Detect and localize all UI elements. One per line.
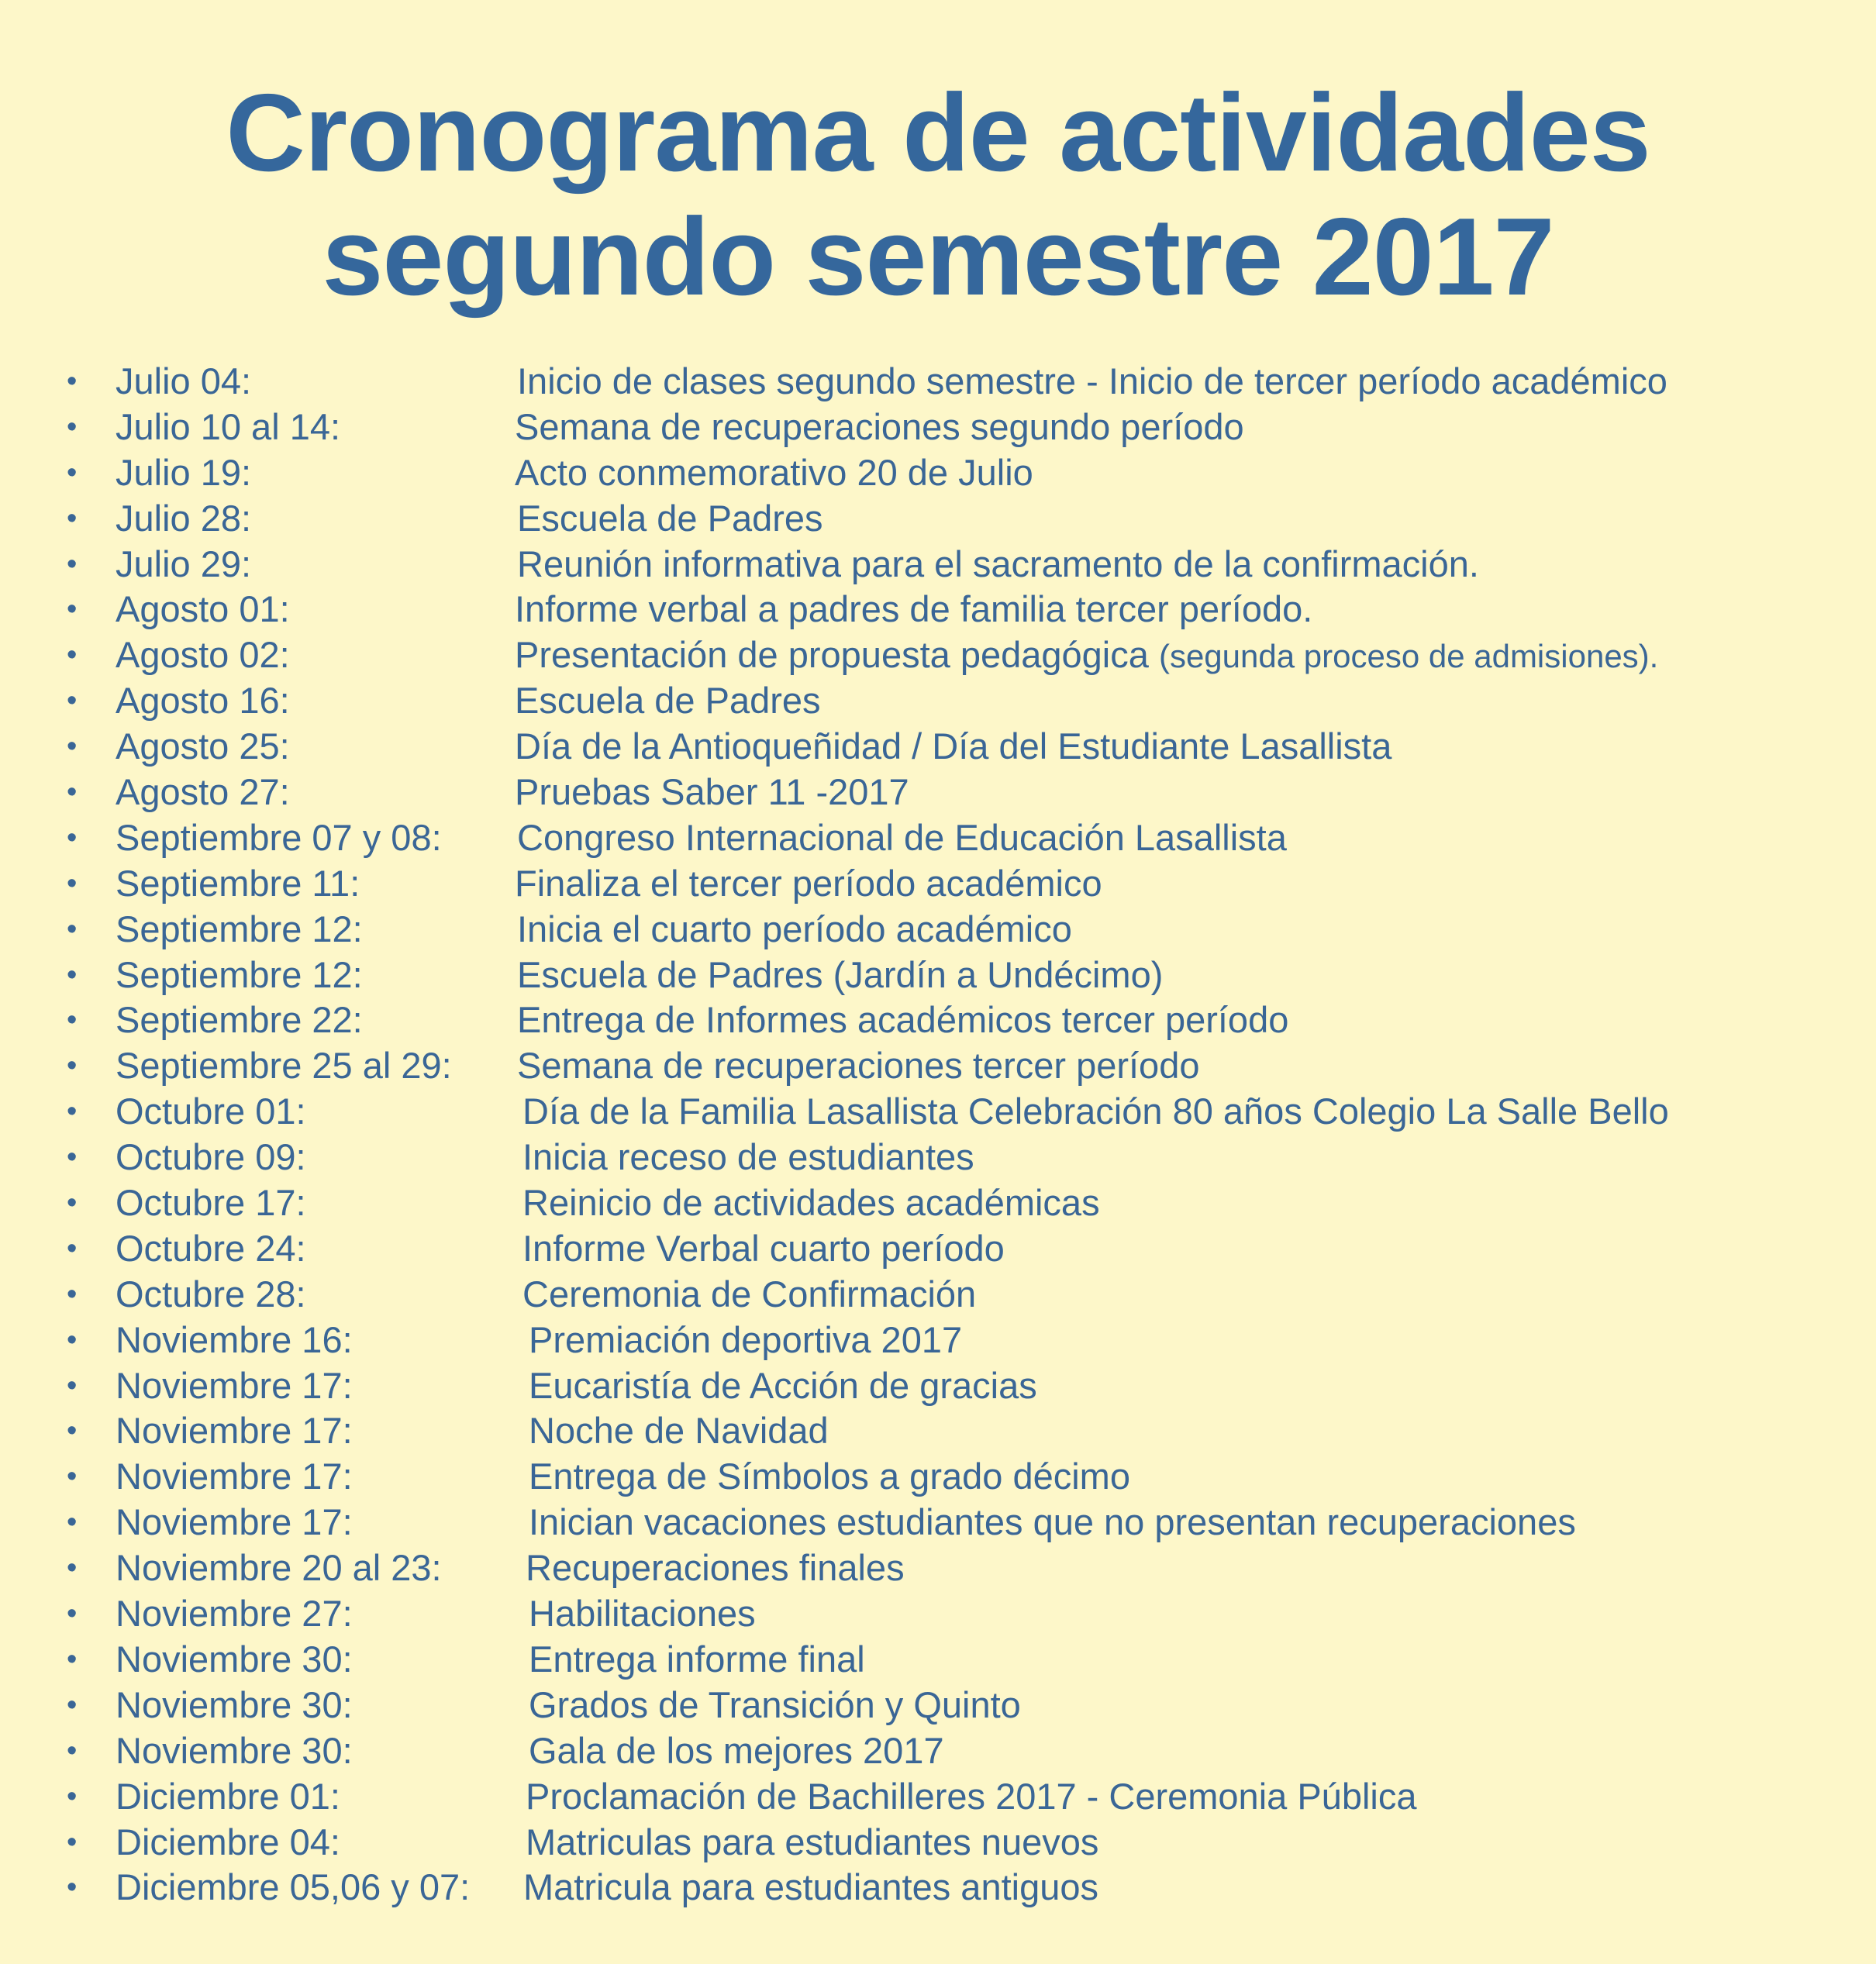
- schedule-activity-text: Presentación de propuesta pedagógica: [515, 634, 1149, 676]
- bullet-icon: •: [67, 1323, 78, 1356]
- schedule-activity: [522, 1135, 974, 1180]
- schedule-activity: [529, 1318, 962, 1363]
- schedule-date: Septiembre 12:: [116, 908, 363, 949]
- schedule-activity: [515, 724, 1391, 770]
- schedule-activity: [517, 542, 1479, 587]
- bullet-icon: •: [67, 776, 78, 809]
- schedule-item: [0, 724, 1876, 770]
- bullet-icon: •: [67, 1095, 78, 1128]
- schedule-activity: [517, 359, 1667, 405]
- schedule-activity-text: Día de la Familia Lasallista Celebración 80 años Colegio La Salle Bello: [522, 1091, 1669, 1132]
- bullet-icon: •: [67, 958, 78, 991]
- schedule-activity: [515, 861, 1102, 907]
- schedule-item: [0, 1318, 1876, 1363]
- schedule-item: [0, 1545, 1876, 1591]
- schedule-activity-text: Premiación deportiva 2017: [529, 1318, 963, 1360]
- schedule-activity: [517, 1043, 1199, 1089]
- schedule-item: [0, 815, 1876, 861]
- schedule-activity-text: Gala de los mejores 2017: [529, 1729, 944, 1771]
- schedule-activity-text: Ceremonia de Confirmación: [522, 1273, 977, 1315]
- schedule-activity-text: Escuela de Padres: [515, 680, 821, 722]
- schedule-date: Noviembre 16:: [116, 1318, 353, 1360]
- schedule-activity: [517, 953, 1163, 998]
- schedule-item: [0, 1820, 1876, 1866]
- page-title: [0, 71, 1876, 319]
- schedule-activity: [515, 405, 1244, 450]
- schedule-date: Julio 04:: [116, 360, 252, 401]
- schedule-activity: [526, 1774, 1416, 1820]
- schedule-date: Noviembre 30:: [116, 1638, 353, 1680]
- schedule-activity: [515, 632, 1658, 680]
- schedule-item: [0, 1408, 1876, 1454]
- bullet-icon: •: [67, 547, 78, 581]
- schedule-activity-text: Recuperaciones finales: [526, 1547, 905, 1589]
- schedule-item: [0, 907, 1876, 953]
- schedule-activity-note: (segunda proceso de admisiones).: [1158, 638, 1659, 675]
- bullet-icon: •: [67, 593, 78, 626]
- schedule-item: [0, 496, 1876, 542]
- bullet-icon: •: [67, 1232, 78, 1265]
- schedule-date: Octubre 17:: [116, 1182, 306, 1224]
- schedule-item: [0, 632, 1876, 678]
- bullet-icon: •: [67, 1141, 78, 1174]
- schedule-item: [0, 861, 1876, 907]
- schedule-date: Noviembre 30:: [116, 1683, 353, 1725]
- schedule-date: Septiembre 07 y 08:: [116, 816, 442, 858]
- schedule-activity-text: Escuela de Padres: [517, 497, 823, 539]
- schedule-activity-text: Congreso Internacional de Educación Lasallista: [517, 816, 1287, 858]
- schedule-date: Diciembre 01:: [116, 1775, 340, 1817]
- schedule-activity: [515, 770, 909, 815]
- schedule-date: Diciembre 04:: [116, 1821, 340, 1862]
- bullet-icon: •: [67, 912, 78, 946]
- schedule-date: Agosto 16:: [116, 680, 290, 722]
- bullet-icon: •: [67, 1734, 78, 1767]
- bullet-icon: •: [67, 1871, 78, 1904]
- schedule-activity: [529, 1591, 756, 1637]
- schedule-activity-text: Matriculas para estudiantes nuevos: [526, 1821, 1099, 1862]
- schedule-item: [0, 1272, 1876, 1318]
- schedule-activity: [529, 1683, 1021, 1728]
- bullet-icon: •: [67, 821, 78, 854]
- schedule-item: [0, 405, 1876, 450]
- bullet-icon: •: [67, 501, 78, 535]
- bullet-icon: •: [67, 730, 78, 763]
- schedule-activity: [526, 1545, 905, 1591]
- schedule-date: Agosto 01:: [116, 588, 290, 630]
- schedule-activity-text: Reinicio de actividades académicas: [522, 1182, 1100, 1224]
- title-line-2: segundo semestre 2017: [322, 195, 1554, 319]
- schedule-date: Septiembre 12:: [116, 953, 363, 995]
- schedule-date: Agosto 02:: [116, 634, 290, 676]
- schedule-item: [0, 770, 1876, 815]
- bullet-icon: •: [67, 1506, 78, 1539]
- schedule-activity: [517, 496, 823, 542]
- schedule-activity-text: Día de la Antioqueñidad / Día del Estudiante Lasallista: [515, 725, 1392, 767]
- schedule-date: Noviembre 17:: [116, 1456, 353, 1497]
- schedule-date: Diciembre 05,06 y 07:: [116, 1866, 471, 1908]
- schedule-activity-text: Semana de recuperaciones tercer período: [517, 1045, 1200, 1087]
- schedule-activity-text: Grados de Transición y Quinto: [529, 1683, 1021, 1725]
- schedule-date: Noviembre 27:: [116, 1593, 353, 1635]
- bullet-icon: •: [67, 1277, 78, 1311]
- schedule-activity-text: Entrega de Informes académicos tercer período: [517, 999, 1289, 1041]
- bullet-icon: •: [67, 456, 78, 489]
- schedule-activity-text: Inicia el cuarto período académico: [517, 908, 1072, 949]
- schedule-date: Noviembre 17:: [116, 1364, 353, 1406]
- bullet-icon: •: [67, 1552, 78, 1585]
- bullet-icon: •: [67, 1642, 78, 1676]
- schedule-activity-text: Entrega de Símbolos a grado décimo: [529, 1456, 1130, 1497]
- bullet-icon: •: [67, 684, 78, 718]
- schedule-item: [0, 1865, 1876, 1911]
- schedule-item: [0, 1774, 1876, 1820]
- bullet-icon: •: [67, 410, 78, 443]
- schedule-date: Septiembre 22:: [116, 999, 363, 1041]
- schedule-activity: [522, 1089, 1669, 1135]
- schedule-item: [0, 359, 1876, 405]
- schedule-activity-text: Inicio de clases segundo semestre - Inicio de tercer período académico: [517, 360, 1667, 401]
- schedule-activity: [529, 1408, 829, 1454]
- schedule-date: Agosto 27:: [116, 771, 290, 813]
- schedule-item: [0, 1591, 1876, 1637]
- bullet-icon: •: [67, 1825, 78, 1859]
- schedule-item: [0, 678, 1876, 724]
- schedule-activity: [522, 1180, 1100, 1226]
- schedule-item: [0, 1180, 1876, 1226]
- schedule-date: Noviembre 30:: [116, 1729, 353, 1771]
- bullet-icon: •: [67, 1597, 78, 1631]
- schedule-date: Julio 10 al 14:: [116, 405, 341, 447]
- bullet-icon: •: [67, 1369, 78, 1402]
- schedule-item: [0, 1135, 1876, 1180]
- schedule-activity: [515, 587, 1312, 632]
- schedule-activity: [529, 1728, 944, 1774]
- bullet-icon: •: [67, 1414, 78, 1448]
- schedule-item: [0, 1043, 1876, 1089]
- schedule-activity-text: Matricula para estudiantes antiguos: [523, 1866, 1098, 1908]
- bullet-icon: •: [67, 867, 78, 900]
- schedule-item: [0, 1728, 1876, 1774]
- schedule-activity-text: Noche de Navidad: [529, 1410, 829, 1452]
- bullet-icon: •: [67, 1187, 78, 1220]
- schedule-date: Septiembre 25 al 29:: [116, 1045, 452, 1087]
- schedule-activity-text: Finaliza el tercer período académico: [515, 862, 1102, 904]
- schedule-activity-text: Informe Verbal cuarto período: [522, 1227, 1005, 1269]
- schedule-activity-text: Reunión informativa para el sacramento de la confirmación.: [517, 543, 1479, 584]
- schedule-date: Noviembre 17:: [116, 1501, 353, 1543]
- bullet-icon: •: [67, 1049, 78, 1083]
- schedule-date: Agosto 25:: [116, 725, 290, 767]
- schedule-activity: [515, 678, 821, 724]
- bullet-icon: •: [67, 1460, 78, 1494]
- schedule-activity-text: Entrega informe final: [529, 1638, 865, 1680]
- schedule-date: Julio 19:: [116, 451, 252, 493]
- schedule-date: Julio 29:: [116, 543, 252, 584]
- schedule-item: [0, 587, 1876, 632]
- schedule-item: [0, 450, 1876, 496]
- schedule-item: [0, 998, 1876, 1043]
- schedule-item: [0, 1363, 1876, 1409]
- schedule-item: [0, 953, 1876, 998]
- schedule-item: [0, 1500, 1876, 1545]
- schedule-activity: [515, 450, 1033, 496]
- schedule-date: Julio 28:: [116, 497, 252, 539]
- bullet-icon: •: [67, 1688, 78, 1721]
- schedule-activity: [522, 1272, 976, 1318]
- schedule-activity: [529, 1637, 865, 1683]
- schedule-activity-text: Habilitaciones: [529, 1593, 756, 1635]
- bullet-icon: •: [67, 639, 78, 672]
- schedule-date: Octubre 28:: [116, 1273, 306, 1315]
- schedule-date: Octubre 09:: [116, 1136, 306, 1178]
- bullet-icon: •: [67, 1004, 78, 1037]
- schedule-activity: [517, 998, 1288, 1043]
- schedule-activity-text: Pruebas Saber 11 -2017: [515, 771, 909, 813]
- schedule-item: [0, 1454, 1876, 1500]
- schedule-date: Octubre 01:: [116, 1091, 306, 1132]
- schedule-date: Septiembre 11:: [116, 862, 360, 904]
- activity-list: [0, 359, 1876, 1911]
- schedule-activity: [529, 1454, 1130, 1500]
- schedule-activity-text: Escuela de Padres (Jardín a Undécimo): [517, 953, 1164, 995]
- bullet-icon: •: [67, 365, 78, 398]
- schedule-activity-text: Inician vacaciones estudiantes que no presentan recuperaciones: [529, 1501, 1576, 1543]
- schedule-date: Octubre 24:: [116, 1227, 306, 1269]
- schedule-activity-text: Semana de recuperaciones segundo período: [515, 405, 1244, 447]
- schedule-activity: [529, 1363, 1037, 1409]
- schedule-activity: [526, 1820, 1098, 1866]
- schedule-activity-text: Informe verbal a padres de familia tercer período.: [515, 588, 1313, 630]
- schedule-activity-text: Proclamación de Bachilleres 2017 - Ceremonia Pública: [526, 1775, 1417, 1817]
- title-line-1: Cronograma de actividades: [226, 71, 1650, 195]
- schedule-date: Noviembre 20 al 23:: [116, 1547, 442, 1589]
- schedule-activity: [522, 1226, 1005, 1272]
- schedule-activity: [517, 907, 1072, 953]
- schedule-activity: [517, 815, 1287, 861]
- schedule-item: [0, 1683, 1876, 1728]
- schedule-activity-text: Acto conmemorativo 20 de Julio: [515, 451, 1033, 493]
- schedule-item: [0, 1089, 1876, 1135]
- schedule-date: Noviembre 17:: [116, 1410, 353, 1452]
- schedule-item: [0, 1637, 1876, 1683]
- schedule-activity-text: Inicia receso de estudiantes: [522, 1136, 974, 1178]
- schedule-activity: [523, 1865, 1098, 1911]
- schedule-item: [0, 542, 1876, 587]
- schedule-item: [0, 1226, 1876, 1272]
- schedule-activity-text: Eucaristía de Acción de gracias: [529, 1364, 1037, 1406]
- schedule-activity: [529, 1500, 1576, 1545]
- bullet-icon: •: [67, 1780, 78, 1813]
